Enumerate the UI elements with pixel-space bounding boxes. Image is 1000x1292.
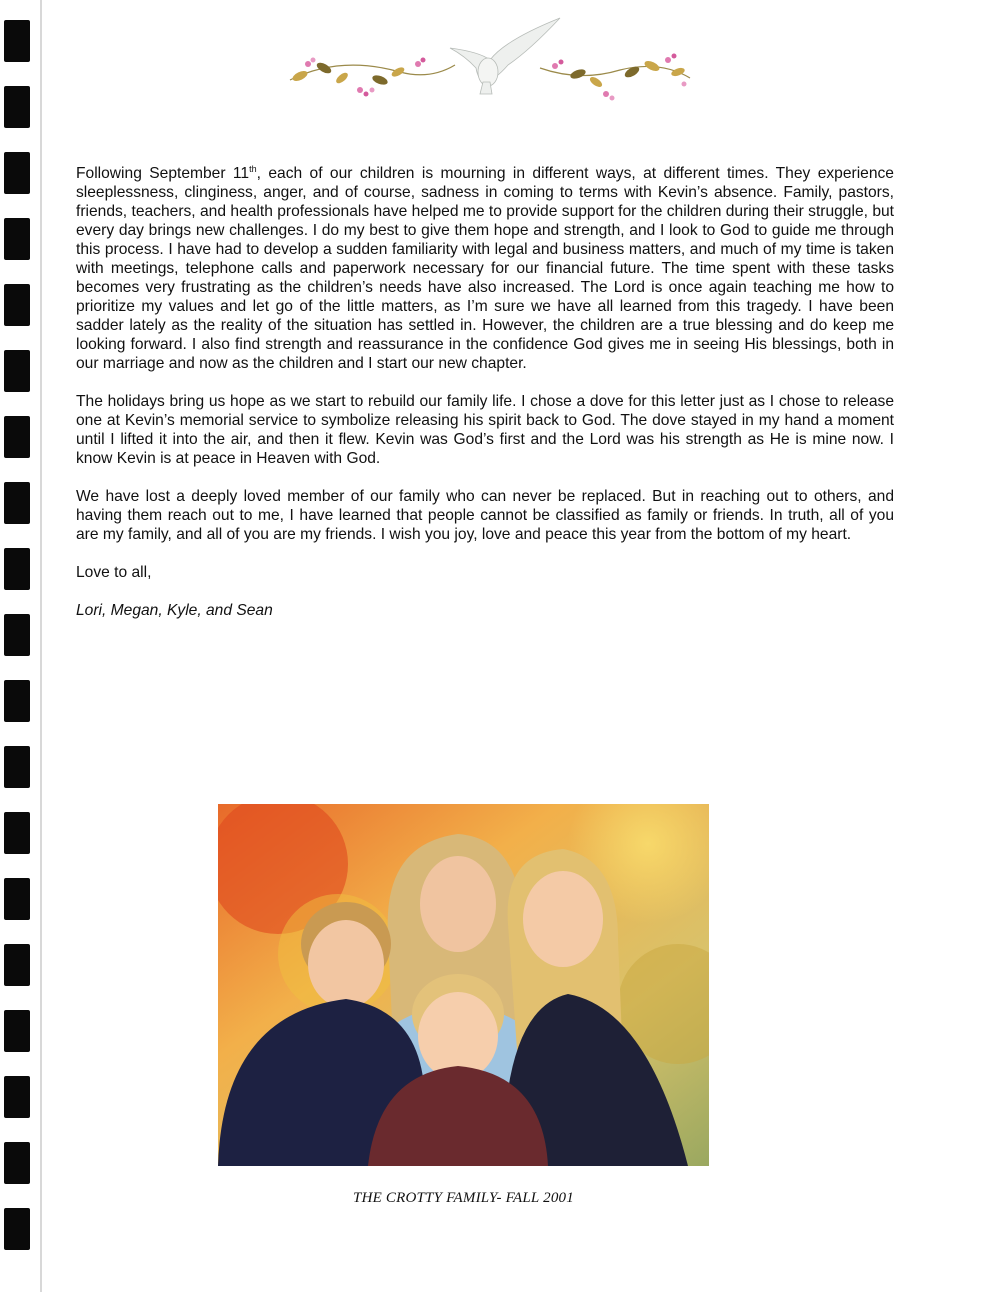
signature: Lori, Megan, Kyle, and Sean: [76, 602, 273, 619]
right-garland: [540, 54, 690, 101]
dove: [450, 18, 560, 94]
left-garland: [290, 58, 455, 97]
paragraph-1-start: Following September 11: [76, 165, 250, 182]
closing: Love to all,: [76, 564, 152, 581]
family-photo: [218, 804, 709, 1166]
paragraph-1-rest: , each of our children is mourning in different ways, at different times. They experience sleeplessness, clinginess, anger, and of course, sadness in coming to terms with Kevin’s absence. Family, pastors, friends, teachers, and health professionals have helped me to provide support for the children during their struggle, but every day brings new challenges. I do my best to give them hope and strength, and I look to God to guide me through this process. I have had to develop a sudden familiarity with legal and business matters, and much of my time is taken with meetings, telephone calls and paperwork necessary for our financial future. The time spent with these tasks becomes very frustrating as the children’s needs have also increased. The Lord is once again teaching me how to prioritize my values and let go of the little matters, as I’m sure we have all learned from this tragedy. I have been sadder lately as the reality of the situation has settled in. However, the children are a true blessing and do keep me looking forward. I also find strength and reassurance in the confidence God gives me in seeing His blessings, both in our marriage and now as the children and I start our new chapter.: [76, 165, 894, 372]
letter-body: [76, 164, 894, 639]
paragraph-1: [76, 164, 894, 373]
page-edge: [40, 0, 42, 1292]
paragraph-3: We have lost a deeply loved member of our family who can never be replaced. But in reaching out to others, and having them reach out to me, I have learned that people cannot be classified as family or friends. In truth, all of you are my family, and all of you are my friends. I wish you joy, love and peace this year from the bottom of my heart.: [76, 488, 894, 543]
dove-garland-icon: [280, 10, 700, 110]
paragraph-2: The holidays bring us hope as we start to rebuild our family life. I chose a dove for this letter just as I chose to release one at Kevin’s memorial service to symbolize releasing his spirit back to God. The dove stayed in my hand a moment until I lifted it into the air, and then it flew. Kevin was God’s first and the Lord was his strength as He is mine now. I know Kevin is at peace in Heaven with God.: [76, 393, 894, 467]
ordinal-suffix: th: [249, 163, 257, 174]
spiral-binding: [0, 0, 40, 1292]
photo-caption: THE CROTTY FAMILY- FALL 2001: [353, 1190, 574, 1206]
